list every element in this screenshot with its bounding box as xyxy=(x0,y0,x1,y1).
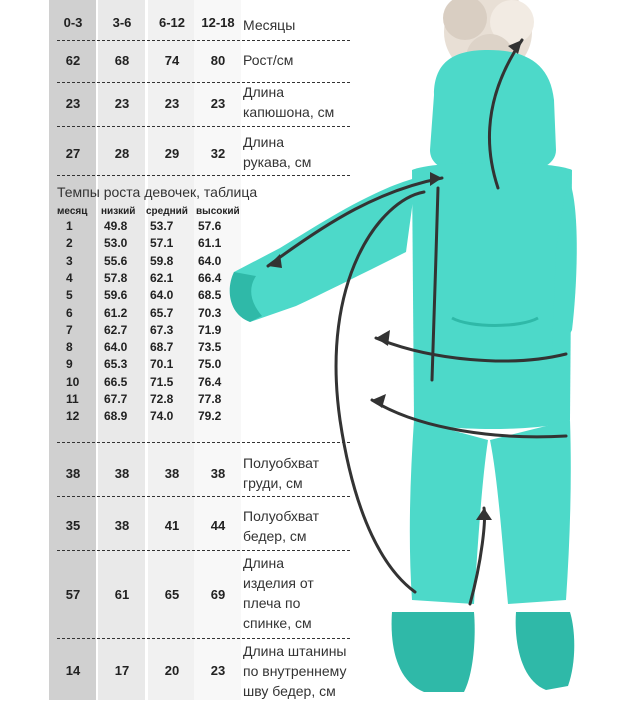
size-value: 14 xyxy=(65,663,81,678)
measurement-label-line: Длина xyxy=(243,84,284,100)
size-value: 38 xyxy=(114,466,130,481)
size-value: 69 xyxy=(210,587,226,602)
growth-table-header: месяц xyxy=(57,206,88,217)
measurement-label-line: Длина xyxy=(243,555,284,571)
divider xyxy=(57,550,350,551)
growth-table-cell: 71.5 xyxy=(150,374,174,389)
hood xyxy=(430,50,556,176)
measurement-label xyxy=(243,506,319,546)
size-header-3: 6-12 xyxy=(158,15,186,30)
growth-table-cell: 5 xyxy=(66,288,73,303)
size-value: 38 xyxy=(65,466,81,481)
growth-table-cell: 53.0 xyxy=(104,236,128,251)
growth-table-cell: 66.5 xyxy=(104,374,128,389)
divider xyxy=(57,442,350,443)
measurement-label-line: по внутреннему xyxy=(243,663,347,679)
measurement-label-line: изделия от xyxy=(243,575,314,591)
size-value: 20 xyxy=(164,663,180,678)
growth-table-cell: 6 xyxy=(66,305,73,320)
size-value: 28 xyxy=(114,146,130,161)
growth-table-cell: 70.1 xyxy=(150,357,174,372)
size-value: 23 xyxy=(65,96,81,111)
size-value: 38 xyxy=(164,466,180,481)
measurement-label xyxy=(243,641,347,701)
size-header-4: 12-18 xyxy=(201,15,235,30)
size-value: 23 xyxy=(164,96,180,111)
growth-table-cell: 55.6 xyxy=(104,253,128,268)
measurement-label-line: Полуобхват xyxy=(243,455,320,471)
growth-table-cell: 77.8 xyxy=(198,392,222,406)
measurement-label xyxy=(243,553,314,633)
growth-table-cell: 9 xyxy=(66,357,73,372)
growth-table-cell: 12 xyxy=(66,409,80,424)
growth-table-cell: 66.4 xyxy=(198,270,222,285)
growth-table-cell: 57.6 xyxy=(198,219,222,233)
growth-table-cell: 7 xyxy=(66,322,73,337)
measurement-label-line: плеча по xyxy=(243,595,301,611)
size-value: 68 xyxy=(114,53,130,68)
growth-table-cell: 62.7 xyxy=(104,322,128,337)
growth-table-cell: 2 xyxy=(66,236,73,251)
left-sleeve xyxy=(231,178,416,322)
growth-table-cell: 3 xyxy=(66,253,73,268)
size-value: 65 xyxy=(164,587,180,602)
divider xyxy=(57,496,350,497)
growth-table-cell: 67.3 xyxy=(150,322,174,337)
growth-table-cell: 79.2 xyxy=(198,409,222,424)
size-value: 74 xyxy=(164,53,180,68)
divider xyxy=(57,175,350,176)
size-header-1: 0-3 xyxy=(63,15,83,30)
growth-table-cell: 72.8 xyxy=(150,392,174,406)
size-value: 27 xyxy=(65,146,81,161)
growth-table-cell: 11 xyxy=(66,392,79,406)
size-value: 61 xyxy=(114,587,130,602)
growth-table-cell: 59.8 xyxy=(150,253,174,268)
size-value: 23 xyxy=(210,663,226,678)
measurement-label-line: спинке, см xyxy=(243,615,312,631)
growth-table-cell: 65.3 xyxy=(104,357,128,372)
measurement-label-line: Полуобхват xyxy=(243,508,320,524)
growth-table-cell: 8 xyxy=(66,340,73,355)
size-value: 23 xyxy=(114,96,130,111)
measurement-label-line: груди, см xyxy=(243,475,303,491)
growth-table-cell: 57.8 xyxy=(104,270,128,285)
measurement-label xyxy=(243,453,319,493)
growth-table-header: высокий xyxy=(196,206,240,217)
growth-table-cell: 70.3 xyxy=(198,305,222,320)
growth-table-header: средний xyxy=(146,206,188,217)
right-bootie xyxy=(516,612,575,690)
size-value: 17 xyxy=(114,663,130,678)
size-value: 57 xyxy=(65,587,81,602)
growth-table-cell: 1 xyxy=(66,219,73,233)
growth-table-cell: 71.9 xyxy=(198,322,222,337)
growth-table-cell: 68.5 xyxy=(198,288,222,303)
growth-table-cell: 62.1 xyxy=(150,270,174,285)
size-value: 44 xyxy=(210,518,226,533)
growth-table-cell: 53.7 xyxy=(150,219,174,233)
size-value: 80 xyxy=(210,53,226,68)
measurement-label-line: Длина xyxy=(243,134,284,150)
growth-table-cell: 4 xyxy=(66,270,73,285)
measurement-label-line: Рост/см xyxy=(243,52,294,68)
growth-table-cell: 65.7 xyxy=(150,305,174,320)
growth-table-cell: 75.0 xyxy=(198,357,222,372)
right-leg xyxy=(490,420,571,604)
growth-table-cell: 64.0 xyxy=(150,288,174,303)
measurement-label xyxy=(243,50,293,70)
size-value: 38 xyxy=(210,466,226,481)
growth-table-cell: 74.0 xyxy=(150,409,174,424)
size-value: 62 xyxy=(65,53,81,68)
growth-table-cell: 61.1 xyxy=(198,236,222,251)
size-value: 23 xyxy=(210,96,226,111)
size-value: 35 xyxy=(65,518,81,533)
measurement-label-line: бедер, см xyxy=(243,528,307,544)
growth-table-cell: 68.7 xyxy=(150,340,174,355)
measurement-label xyxy=(243,132,311,172)
left-bootie xyxy=(392,612,475,692)
growth-table-cell: 10 xyxy=(66,374,80,389)
measurement-label-line: Длина штанины xyxy=(243,643,347,659)
growth-table-cell: 67.7 xyxy=(104,392,128,406)
size-value: 29 xyxy=(164,146,180,161)
divider xyxy=(57,40,350,41)
months-label: Месяцы xyxy=(243,17,296,33)
measurement-label-line: рукава, см xyxy=(243,154,312,170)
size-value: 32 xyxy=(210,146,226,161)
measurement-label-line: шву бедер, см xyxy=(243,683,336,699)
measurement-label xyxy=(243,82,334,122)
growth-table-cell: 73.5 xyxy=(198,340,222,355)
growth-table-header: низкий xyxy=(101,206,136,217)
growth-table-cell: 57.1 xyxy=(150,236,174,251)
growth-table-cell: 61.2 xyxy=(104,305,128,320)
divider xyxy=(57,126,350,127)
growth-table-cell: 59.6 xyxy=(104,288,128,303)
growth-table-cell: 64.0 xyxy=(104,340,128,355)
divider xyxy=(57,638,350,639)
size-header-2: 3-6 xyxy=(112,15,132,30)
measurement-label-line: капюшона, см xyxy=(243,104,335,120)
size-value: 38 xyxy=(114,518,130,533)
size-value: 41 xyxy=(164,518,180,533)
growth-table-cell: 76.4 xyxy=(198,374,222,389)
growth-table-cell: 64.0 xyxy=(198,253,222,268)
growth-table-cell: 49.8 xyxy=(104,219,128,233)
growth-table-cell: 68.9 xyxy=(104,409,128,424)
growth-table-title: Темпы роста девочек, таблица xyxy=(57,184,258,200)
